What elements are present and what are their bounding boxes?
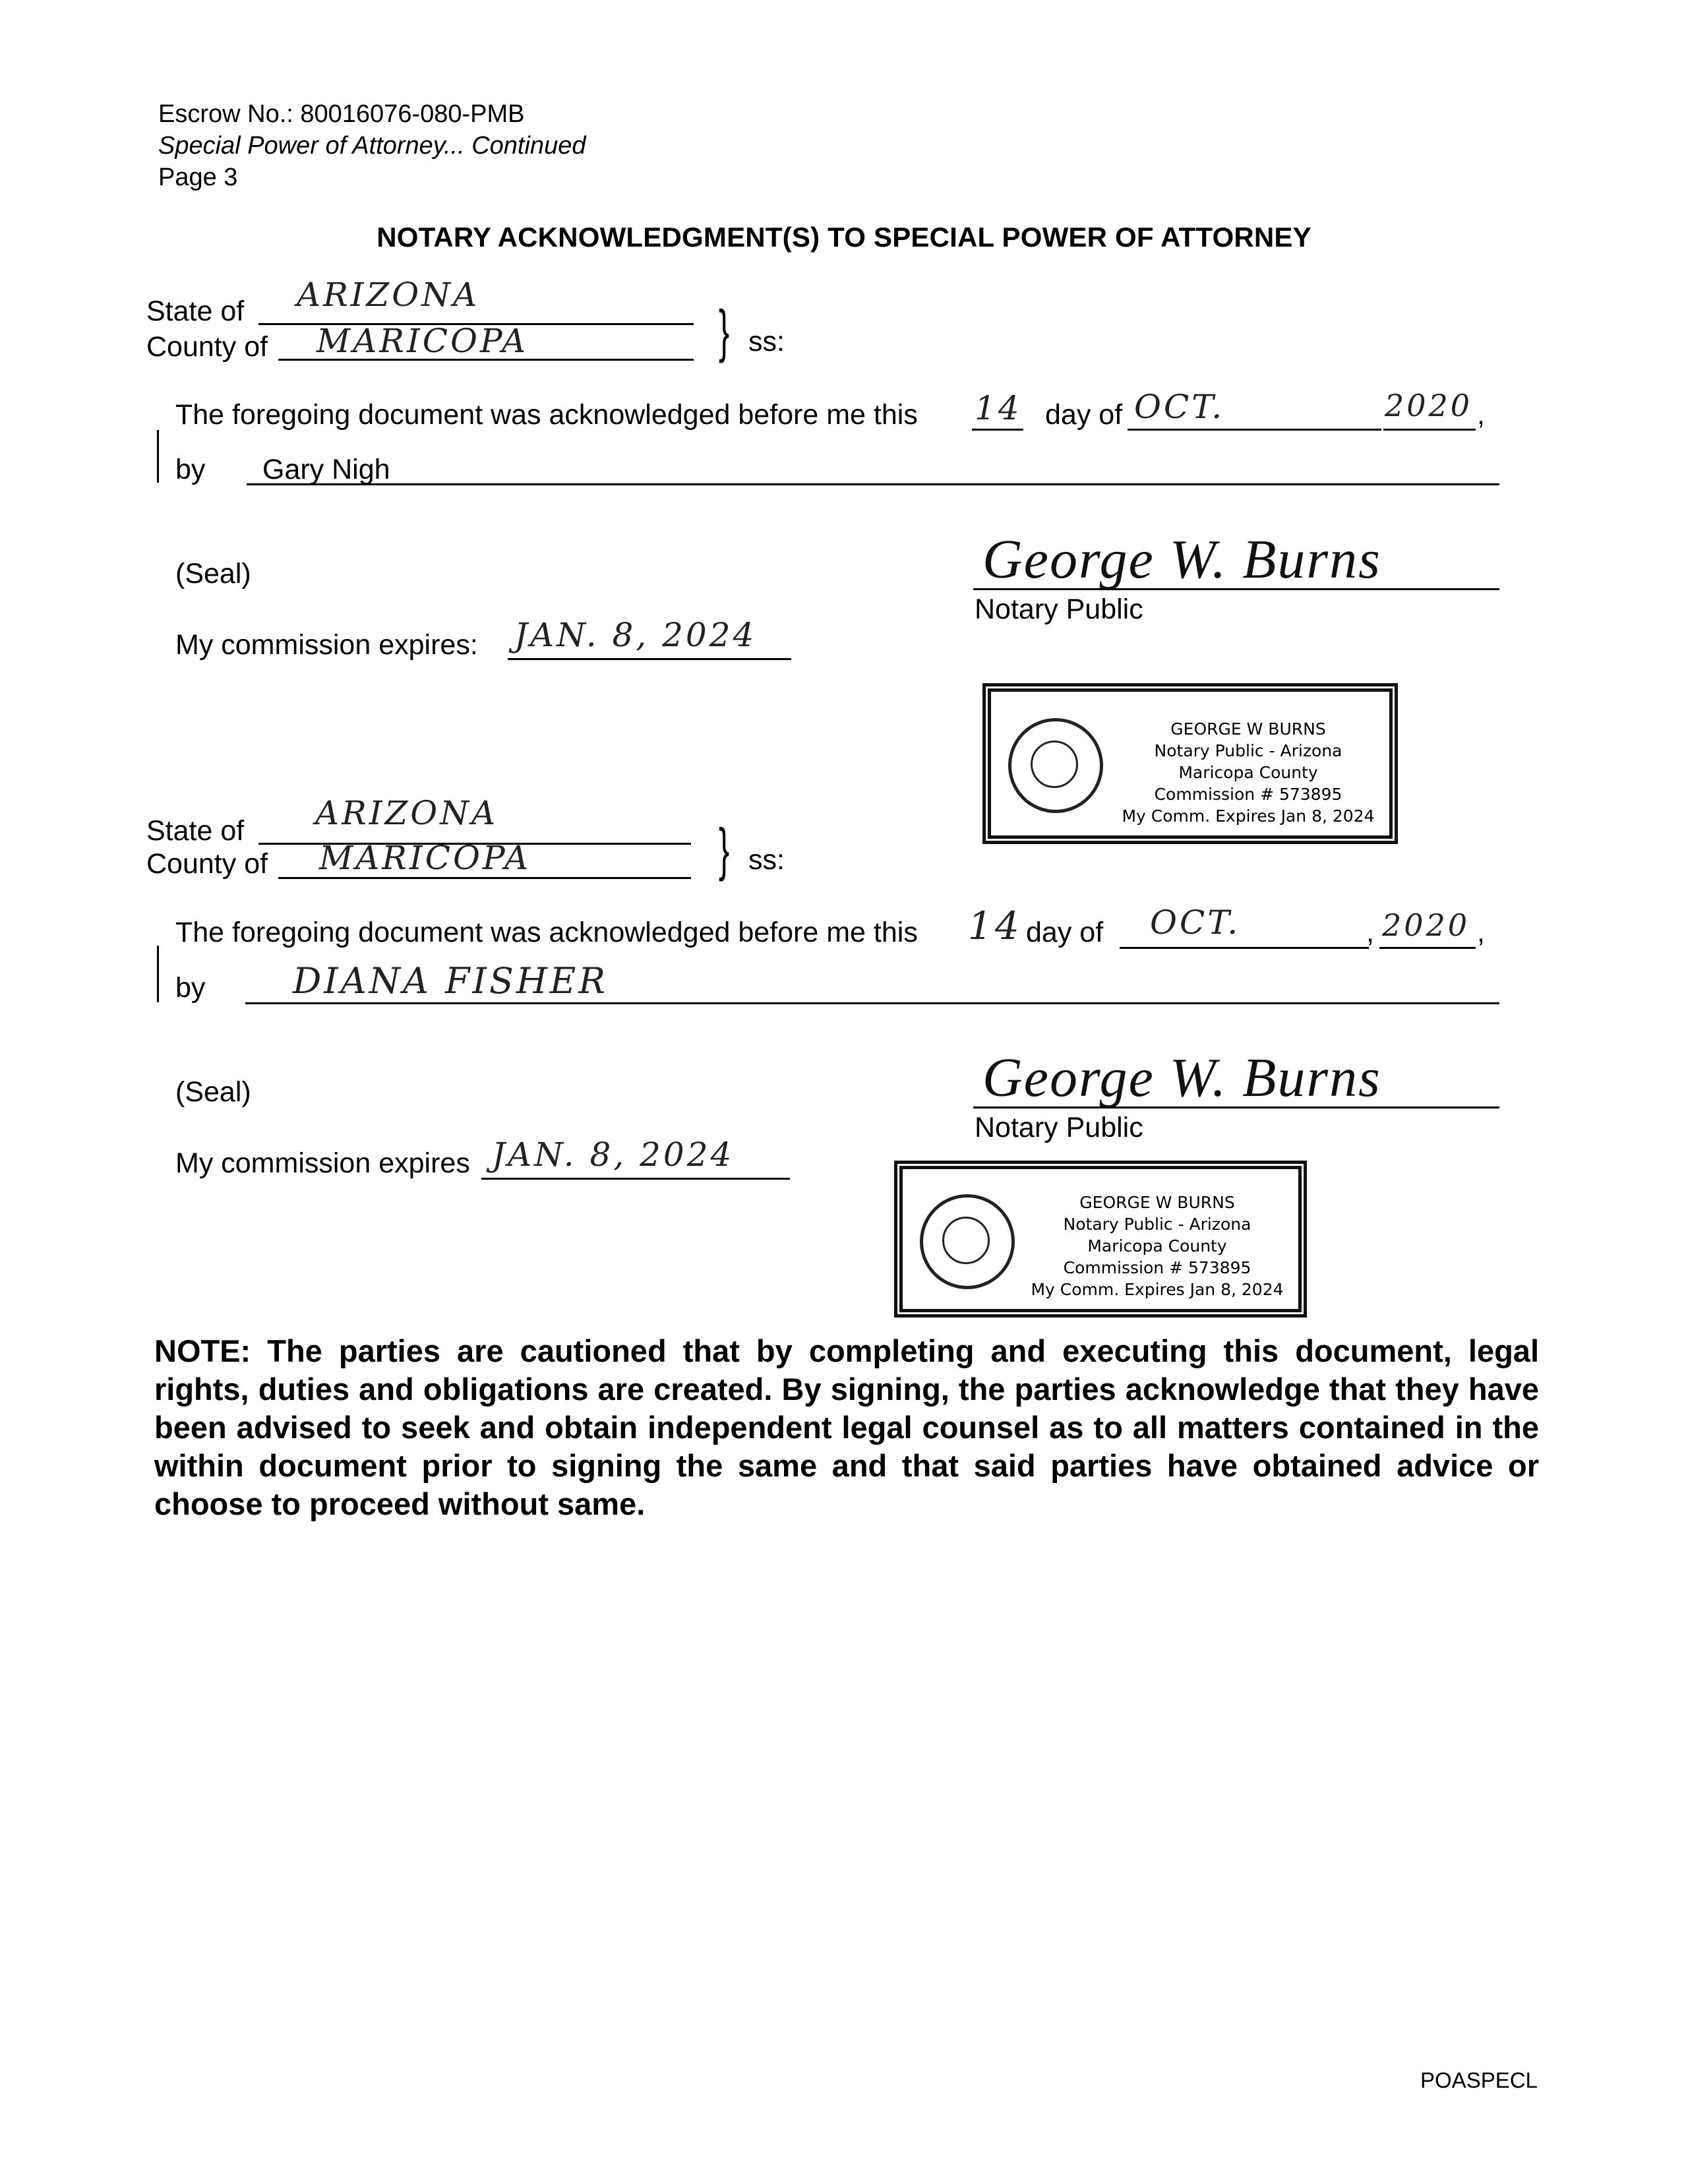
county-label: County of (146, 848, 268, 880)
document-subtitle: Special Power of Attorney... Continued (158, 132, 586, 160)
state-value: ARIZONA (315, 794, 498, 832)
county-value: MARICOPA (316, 322, 529, 360)
day-of-label: day of (1026, 917, 1104, 948)
seal-center-icon (942, 1217, 990, 1264)
state-value: ARIZONA (297, 276, 480, 314)
comma: , (1477, 917, 1485, 948)
by-label: by (175, 972, 206, 1004)
seal-center-icon (1031, 741, 1078, 788)
state-label: State of (146, 815, 245, 847)
signer-name: DIANA FISHER (293, 960, 608, 1002)
commission-expires-value: JAN. 8, 2024 (492, 1136, 735, 1174)
escrow-number: Escrow No.: 80016076-080-PMB (158, 100, 525, 128)
notary-signature: George W. Burns (982, 1047, 1381, 1108)
year-value: 2020 (1382, 907, 1470, 943)
stamp-text (1116, 718, 1380, 827)
page-number: Page 3 (158, 164, 238, 191)
notary-stamp (899, 1166, 1302, 1312)
seal-label: (Seal) (175, 558, 251, 590)
stamp-commission: Commission # 573895 (1063, 1258, 1251, 1277)
day-value: 14 (975, 389, 1022, 427)
month-value: OCT. (1150, 903, 1241, 942)
notary-public-label: Notary Public (975, 1112, 1143, 1143)
county-value: MARICOPA (319, 839, 531, 877)
state-label: State of (146, 295, 245, 327)
year-value: 2020 (1385, 388, 1473, 423)
legal-note: NOTE: The parties are cautioned that by completing and executing this document, legal rights, duties and obligations are created. By signing, the parties acknowledge that they have been advised to seek and obtain independent legal counsel as to all matters contained in the within document prior to signing the same and that said parties have obtained advice or choose to proceed without same. (154, 1333, 1539, 1521)
ss-label: ss: (748, 326, 785, 357)
notary-stamp (988, 688, 1393, 839)
ss-label: ss: (748, 844, 785, 876)
stamp-commission: Commission # 573895 (1154, 785, 1342, 804)
comma: , (1477, 399, 1485, 431)
day-value: 14 (968, 903, 1022, 948)
commission-expires-value: JAN. 8, 2024 (514, 616, 757, 654)
stamp-county: Maricopa County (1178, 763, 1318, 782)
county-label: County of (146, 331, 268, 363)
notary-signature: George W. Burns (982, 529, 1381, 590)
form-code: POASPECL (1420, 2068, 1538, 2092)
stamp-expires: My Comm. Expires Jan 8, 2024 (1031, 1280, 1284, 1299)
stamp-title: Notary Public - Arizona (1063, 1215, 1251, 1234)
foregoing-text: The foregoing document was acknowledged before me this (175, 399, 918, 431)
notary-public-label: Notary Public (975, 593, 1143, 625)
seal-label: (Seal) (175, 1076, 251, 1108)
month-value: OCT. (1134, 388, 1225, 426)
by-label: by (175, 454, 206, 485)
stamp-expires: My Comm. Expires Jan 8, 2024 (1122, 806, 1375, 826)
brace-icon: } (719, 816, 730, 882)
brace-icon: } (719, 298, 730, 363)
signer-name: Gary Nigh (262, 454, 390, 485)
comma: , (1366, 917, 1374, 948)
day-of-label: day of (1045, 399, 1123, 431)
foregoing-text: The foregoing document was acknowledged before me this (175, 917, 918, 948)
commission-label: My commission expires: (175, 629, 478, 661)
page-title: NOTARY ACKNOWLEDGMENT(S) TO SPECIAL POWER OF ATTORNEY (377, 222, 1311, 253)
stamp-text (1025, 1192, 1289, 1300)
commission-label: My commission expires (175, 1147, 470, 1179)
stamp-title: Notary Public - Arizona (1154, 741, 1342, 760)
stamp-name: GEORGE W BURNS (1170, 719, 1326, 739)
stamp-county: Maricopa County (1087, 1236, 1227, 1256)
stamp-name: GEORGE W BURNS (1079, 1193, 1235, 1212)
